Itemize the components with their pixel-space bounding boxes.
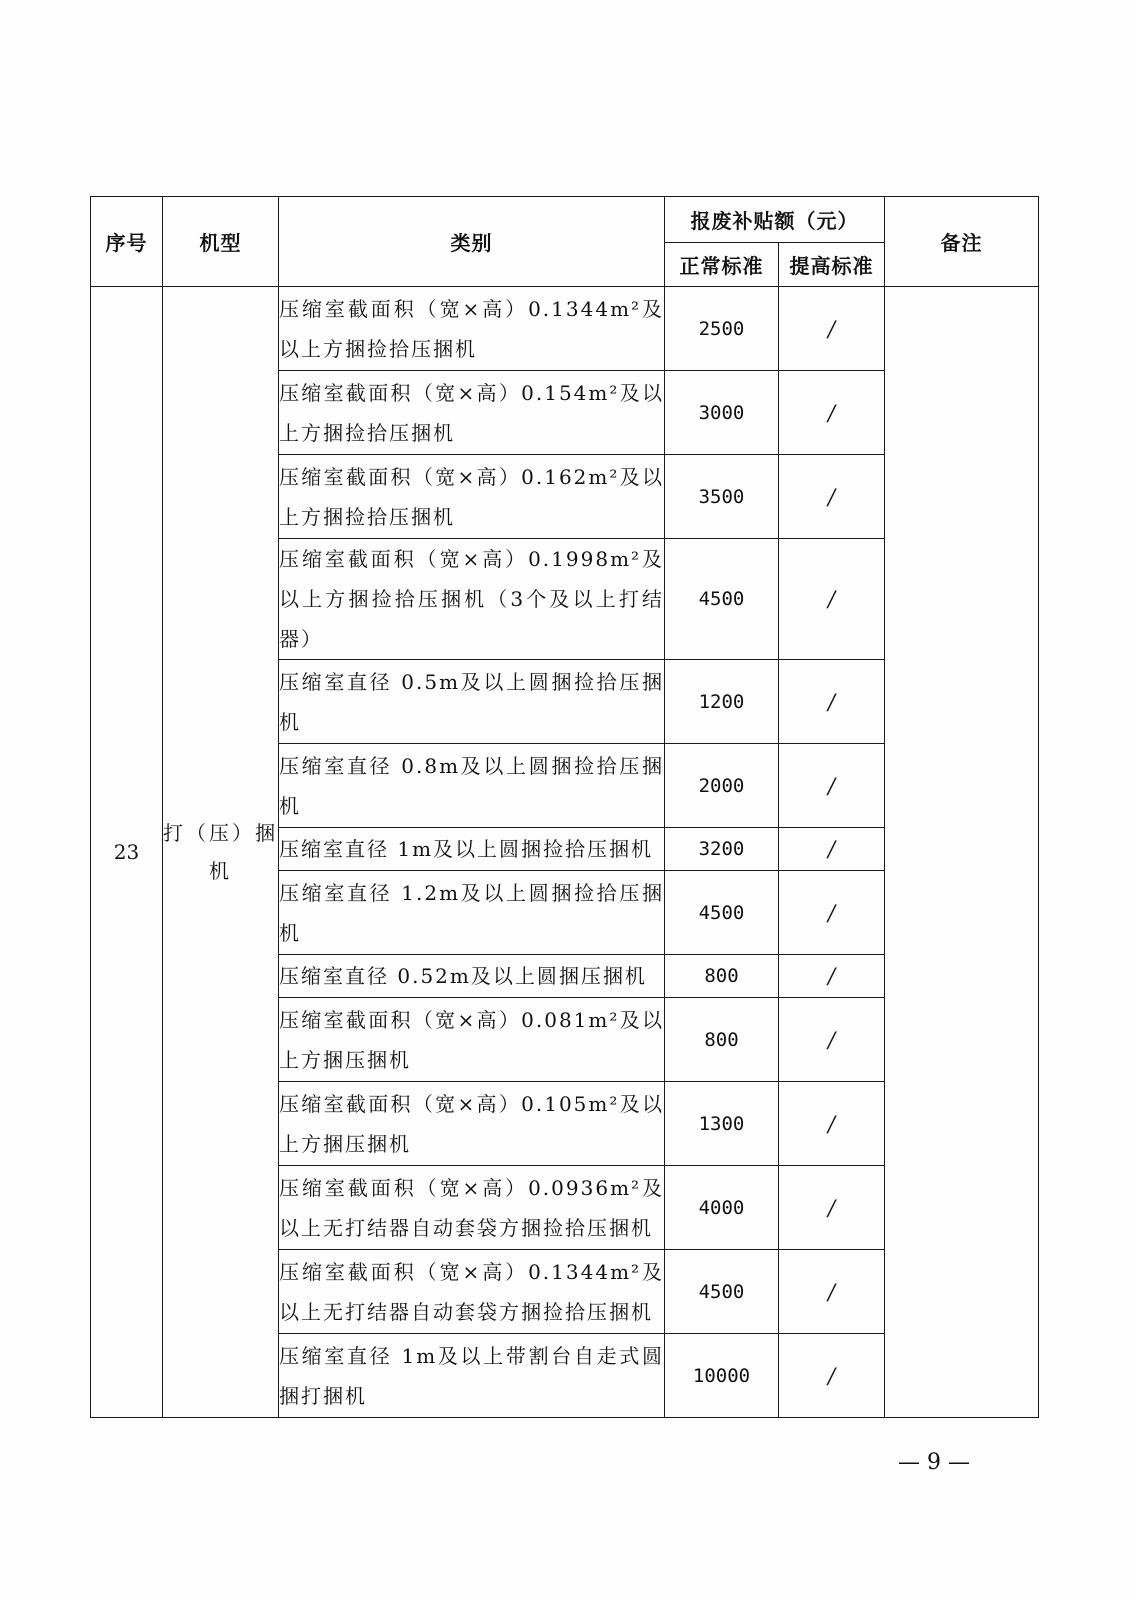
subsidy-table xyxy=(90,196,1039,1418)
row-normal: 800 xyxy=(665,955,779,998)
row-raised: / xyxy=(779,955,885,998)
row-normal: 1300 xyxy=(665,1082,779,1166)
row-category: 压缩室直径 1m及以上圆捆捡拾压捆机 xyxy=(279,828,665,871)
row-raised: / xyxy=(779,1166,885,1250)
row-category: 压缩室直径 0.52m及以上圆捆压捆机 xyxy=(279,955,665,998)
row-normal: 4000 xyxy=(665,1166,779,1250)
row-raised: / xyxy=(779,1250,885,1334)
row-raised: / xyxy=(779,828,885,871)
table-row xyxy=(91,287,1039,371)
header-model: 机型 xyxy=(163,197,279,287)
header-raised: 提高标准 xyxy=(779,243,885,287)
header-row xyxy=(91,197,1039,243)
row-raised: / xyxy=(779,871,885,955)
row-raised: / xyxy=(779,660,885,744)
group-seq: 23 xyxy=(91,287,163,1418)
row-category: 压缩室截面积（宽×高）0.154m²及以上方捆捡拾压捆机 xyxy=(279,371,665,455)
group-remark xyxy=(885,287,1039,1418)
row-raised: / xyxy=(779,1082,885,1166)
row-normal: 800 xyxy=(665,998,779,1082)
row-raised: / xyxy=(779,455,885,539)
row-category: 压缩室直径 0.8m及以上圆捆捡拾压捆机 xyxy=(279,744,665,828)
row-normal: 2000 xyxy=(665,744,779,828)
header-subsidy-group: 报废补贴额（元） xyxy=(665,197,885,243)
row-normal: 4500 xyxy=(665,871,779,955)
row-category: 压缩室直径 1m及以上带割台自走式圆捆打捆机 xyxy=(279,1334,665,1418)
row-category: 压缩室截面积（宽×高）0.105m²及以上方捆压捆机 xyxy=(279,1082,665,1166)
row-raised: / xyxy=(779,1334,885,1418)
header-remark: 备注 xyxy=(885,197,1039,287)
row-category: 压缩室截面积（宽×高）0.1998m²及以上方捆捡拾压捆机（3个及以上打结器） xyxy=(279,539,665,660)
row-category: 压缩室直径 0.5m及以上圆捆捡拾压捆机 xyxy=(279,660,665,744)
row-category: 压缩室截面积（宽×高）0.0936m²及以上无打结器自动套袋方捆捡拾压捆机 xyxy=(279,1166,665,1250)
header-normal: 正常标准 xyxy=(665,243,779,287)
row-category: 压缩室截面积（宽×高）0.1344m²及以上无打结器自动套袋方捆捡拾压捆机 xyxy=(279,1250,665,1334)
row-category: 压缩室直径 1.2m及以上圆捆捡拾压捆机 xyxy=(279,871,665,955)
row-category: 压缩室截面积（宽×高）0.162m²及以上方捆捡拾压捆机 xyxy=(279,455,665,539)
row-normal: 2500 xyxy=(665,287,779,371)
row-raised: / xyxy=(779,998,885,1082)
row-normal: 3200 xyxy=(665,828,779,871)
row-raised: / xyxy=(779,371,885,455)
group-model: 打（压）捆机 xyxy=(163,287,279,1418)
row-normal: 10000 xyxy=(665,1334,779,1418)
row-raised: / xyxy=(779,287,885,371)
row-category: 压缩室截面积（宽×高）0.081m²及以上方捆压捆机 xyxy=(279,998,665,1082)
header-seq: 序号 xyxy=(91,197,163,287)
row-category: 压缩室截面积（宽×高）0.1344m²及以上方捆捡拾压捆机 xyxy=(279,287,665,371)
row-normal: 3000 xyxy=(665,371,779,455)
row-normal: 3500 xyxy=(665,455,779,539)
row-raised: / xyxy=(779,539,885,660)
row-raised: / xyxy=(779,744,885,828)
row-normal: 1200 xyxy=(665,660,779,744)
header-category: 类别 xyxy=(279,197,665,287)
row-normal: 4500 xyxy=(665,539,779,660)
page-number: — 9 — xyxy=(898,1450,970,1475)
row-normal: 4500 xyxy=(665,1250,779,1334)
